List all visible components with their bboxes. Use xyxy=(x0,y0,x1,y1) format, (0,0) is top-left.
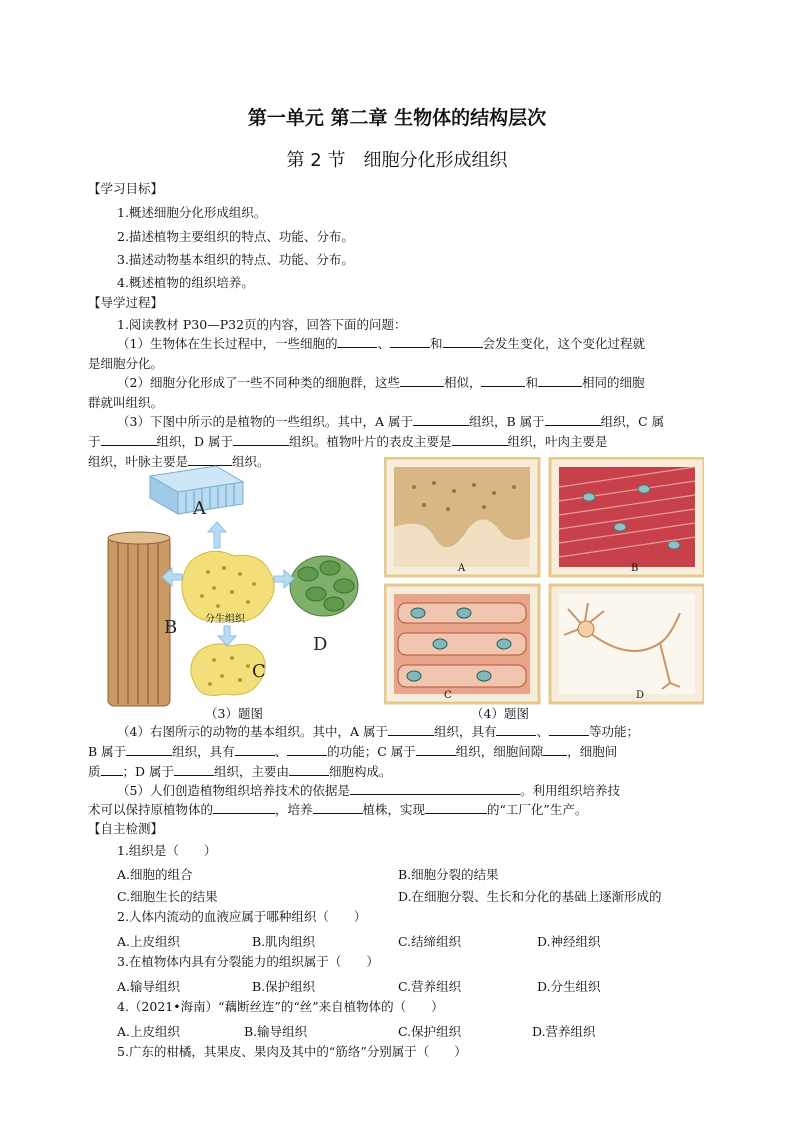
answer-blank[interactable] xyxy=(101,761,123,776)
answer-blank[interactable] xyxy=(126,741,172,756)
fig4-label-d: D xyxy=(636,690,645,701)
q4-option-b[interactable]: B.输导组织 xyxy=(244,1024,308,1039)
question-5-line: （5）人们创造植物组织培养技术的依据是 。利用组织培养技 xyxy=(117,780,620,801)
nerve-tissue-panel xyxy=(550,585,704,703)
answer-blank[interactable] xyxy=(233,431,289,446)
section-title: 第 2 节 细胞分化形成组织 xyxy=(286,150,508,171)
answer-blank[interactable] xyxy=(390,333,430,348)
question-4-cont2: 质 ；D 属于 组织，主要由 细胞构成。 xyxy=(88,761,392,782)
muscle-tissue-panel xyxy=(550,458,704,576)
q1-option-c[interactable]: C.细胞生长的结果 xyxy=(117,889,218,904)
answer-blank[interactable] xyxy=(452,431,508,446)
q1-option-b[interactable]: B.细胞分裂的结果 xyxy=(398,867,499,882)
q2-option-d[interactable]: D.神经组织 xyxy=(537,934,601,949)
fig4-label-c: C xyxy=(444,690,452,701)
guide-heading: 【导学过程】 xyxy=(88,295,164,310)
answer-blank[interactable] xyxy=(313,799,363,814)
fig4-label-a: A xyxy=(458,563,466,574)
answer-blank[interactable] xyxy=(543,741,567,756)
fig4-caption: （4）题图 xyxy=(471,706,529,721)
goal-item: 1.概述细胞分化形成组织。 xyxy=(117,205,267,220)
answer-blank[interactable] xyxy=(400,372,444,387)
answer-blank[interactable] xyxy=(174,761,214,776)
fig4-label-b: B xyxy=(631,563,639,574)
answer-blank[interactable] xyxy=(481,372,525,387)
answer-blank[interactable] xyxy=(416,741,456,756)
q4-option-c[interactable]: C.保护组织 xyxy=(398,1024,462,1039)
answer-blank[interactable] xyxy=(545,411,601,426)
check-q1: 1.组织是（ ） xyxy=(117,843,217,858)
fig3-caption: （3）题图 xyxy=(205,706,263,721)
check-q4: 4.（2021•海南）“藕断丝连”的“丝”来自植物体的（ ） xyxy=(117,999,444,1014)
fig3-center-label: 分生组织 xyxy=(205,614,245,625)
answer-blank[interactable] xyxy=(289,761,329,776)
unit-title: 第一单元 第二章 生物体的结构层次 xyxy=(247,107,547,129)
q4-option-d[interactable]: D.营养组织 xyxy=(532,1024,596,1039)
question-1-cont: 是细胞分化。 xyxy=(88,356,164,371)
guide-intro: 1.阅读教材 P30—P32页的内容，回答下面的问题： xyxy=(117,317,407,332)
answer-blank[interactable] xyxy=(235,741,275,756)
question-3-cont2: 组织，叶脉主要是 组织。 xyxy=(88,451,270,472)
answer-blank[interactable] xyxy=(425,799,487,814)
check-heading: 【自主检测】 xyxy=(88,821,164,836)
q2-option-a[interactable]: A.上皮组织 xyxy=(117,934,181,949)
check-q2: 2.人体内流动的血液应属于哪种组织（ ） xyxy=(117,909,367,924)
q2-option-c[interactable]: C.结缔组织 xyxy=(398,934,462,949)
q4-option-a[interactable]: A.上皮组织 xyxy=(117,1024,181,1039)
question-2-line: （2）细胞分化形成了一些不同种类的细胞群，这些 相似， 和 相同的细胞 xyxy=(117,372,645,393)
answer-blank[interactable] xyxy=(337,333,377,348)
q3-option-a[interactable]: A.输导组织 xyxy=(117,979,181,994)
goals-heading: 【学习目标】 xyxy=(88,181,164,196)
question-3-cont: 于 组织，D 属于 组织。植物叶片的表皮主要是 组织，叶肉主要是 xyxy=(88,431,608,452)
q3-option-c[interactable]: C.营养组织 xyxy=(398,979,462,994)
goal-item: 4.概述植物的组织培养。 xyxy=(117,275,254,290)
epithelial-tissue-panel xyxy=(385,458,539,576)
goal-item: 3.描述动物基本组织的特点、功能、分布。 xyxy=(117,252,354,267)
green-tissue-illustration xyxy=(290,556,358,616)
answer-blank[interactable] xyxy=(549,721,589,736)
plant-tissue-figure xyxy=(98,462,380,710)
goal-item: 2.描述植物主要组织的特点、功能、分布。 xyxy=(117,229,354,244)
question-1-line: （1）生物体在生长过程中，一些细胞的 、 和 会发生变化，这个变化过程就 xyxy=(117,333,645,354)
answer-blank[interactable] xyxy=(287,741,327,756)
fig3-label-d: D xyxy=(313,634,328,655)
fig3-label-c: C xyxy=(252,661,266,682)
answer-blank[interactable] xyxy=(443,333,483,348)
q3-option-d[interactable]: D.分生组织 xyxy=(537,979,601,994)
question-4-cont: B 属于 组织，具有 、 的功能；C 属于 组织，细胞间隙 ，细胞间 xyxy=(88,741,617,762)
answer-blank[interactable] xyxy=(388,721,434,736)
answer-blank[interactable] xyxy=(213,799,275,814)
answer-blank[interactable] xyxy=(538,372,582,387)
question-2-cont: 群就叫组织。 xyxy=(88,395,164,410)
fig3-label-b: B xyxy=(164,617,178,638)
q1-option-a[interactable]: A.细胞的组合 xyxy=(117,867,193,882)
q1-option-d[interactable]: D.在细胞分裂、生长和分化的基础上逐渐形成的 xyxy=(398,889,662,904)
question-4-line: （4）右图所示的动物的基本组织。其中，A 属于 组织，具有 、 等功能； xyxy=(117,721,639,742)
conducting-tissue-illustration xyxy=(108,532,170,706)
question-5-cont: 术可以保持原植物体的 ，培养 植株，实现 的“工厂化”生产。 xyxy=(88,799,587,820)
answer-blank[interactable] xyxy=(496,721,536,736)
question-3-line: （3）下图中所示的是植物的一些组织。其中，A 属于 组织，B 属于 组织，C 属 xyxy=(117,411,664,432)
answer-blank[interactable] xyxy=(101,431,157,446)
fig3-label-a: A xyxy=(193,498,206,519)
q2-option-b[interactable]: B.肌肉组织 xyxy=(252,934,316,949)
check-q5: 5.广东的柑橘，其果皮、果肉及其中的“筋络”分别属于（ ） xyxy=(117,1044,467,1059)
connective-tissue-panel xyxy=(385,585,539,703)
answer-blank[interactable] xyxy=(413,411,469,426)
answer-blank[interactable] xyxy=(350,780,520,795)
check-q3: 3.在植物体内具有分裂能力的组织属于（ ） xyxy=(117,954,379,969)
animal-tissue-figure xyxy=(384,457,704,705)
q3-option-b[interactable]: B.保护组织 xyxy=(252,979,316,994)
